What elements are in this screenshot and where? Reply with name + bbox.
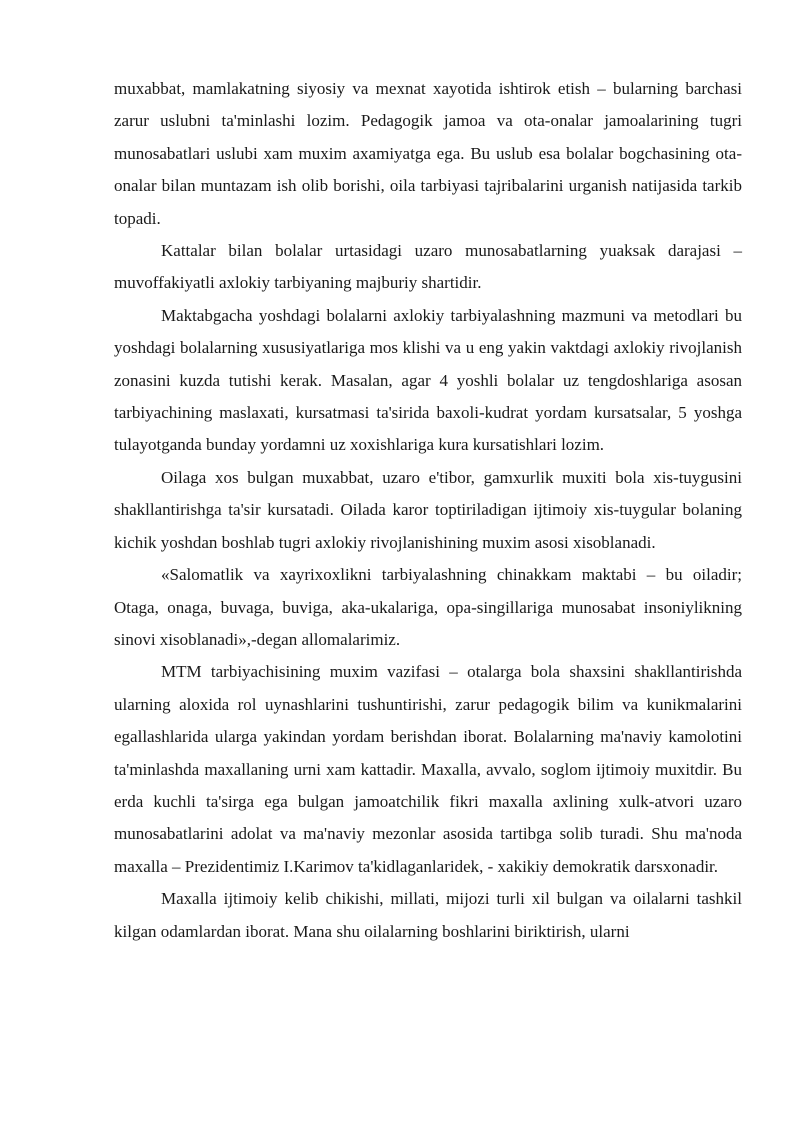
paragraph-preschool-moral-education: Maktabgacha yoshdagi bolalarni axlokiy tarbiyalashning mazmuni va metodlari bu yoshdagi bolalarning xususiyatlariga mos klishi va u eng yakin vaktdagi axlokiy rivojlanish zonasini kuzda tutishi kerak. Masalan, agar 4 yoshli bolalar uz tengdoshlariga asosan tarbiyachining maslaxati, kursatmasi ta'sirida baxoli-kudrat yordam kursatsalar, 5 yoshga tulayotganda bunday yordamni uz xoxishlariga kura kursatishlari lozim. (114, 305, 742, 455)
paragraph-continuation: muxabbat, mamlakatning siyosiy va mexnat xayotida ishtirok etish – bularning barchasi zarur uslubni ta'minlashi lozim. Pedagogik jamoa va ota-onalar jamoalarining tugri munosabatlari uslubi xam muxim axamiyatga ega. Bu uslub esa bolalar bogchasining ota-onalar bilan muntazam ish olib borishi, oila tarbiyasi tajribalarini urganish natijasida tarkib topadi. (114, 79, 742, 228)
paragraph-quote-scholars: «Salomatlik va xayrixoxlikni tarbiyalashning chinakkam maktabi – bu oiladir; Otaga, onaga, buvaga, buviga, aka-ukalariga, opa-singillariga munosabat insoniylikning sinovi xisoblanadi»,-degan allomalarimiz. (114, 565, 742, 649)
paragraph-mahalla-composition: Maxalla ijtimoiy kelib chikishi, millati, mijozi turli xil bulgan va oilalarni tashkil kilgan odamlardan iborat. Mana shu oilalarning boshlarini biriktirish, ularni (114, 889, 742, 941)
paragraph-family-environment: Oilaga xos bulgan muxabbat, uzaro e'tibor, gamxurlik muxiti bola xis-tuygusini shakllantirishga ta'sir kursatadi. Oilada karor toptiriladigan ijtimoiy xis-tuygular bolaning kichik yoshdan boshlab tugri axlokiy rivojlanishining muxim asosi xisoblanadi. (114, 467, 742, 552)
paragraph-adult-child-relations: Kattalar bilan bolalar urtasidagi uzaro munosabatlarning yuaksak darajasi – muvoffakiyatli axlokiy tarbiyaning majburiy shartidir. (114, 241, 742, 293)
document-page (114, 73, 742, 948)
paragraph-teacher-duty-mahalla: MTM tarbiyachisining muxim vazifasi – otalarga bola shaxsini shakllantirishda ularning aloxida rol uynashlarini tushuntirishi, zarur pedagogik bilim va kunikmalarini egallashlarida ularga yakindan yordam berishdan iborat. Bolalarning ma'naviy kamolotini ta'minlashda maxallaning urni xam kattadir. Maxalla, avvalo, soglom ijtimoiy muxitdir. Bu erda kuchli ta'sirga ega bulgan jamoatchilik fikri maxalla axlining xulk-atvori uzaro munosabatlarini adolat va ma'naviy mezonlar asosida tartibga solib turadi. Shu ma'noda maxalla – Prezidentimiz I.Karimov ta'kidlaganlaridek, - xakikiy demokratik darsxonadir. (114, 662, 742, 876)
